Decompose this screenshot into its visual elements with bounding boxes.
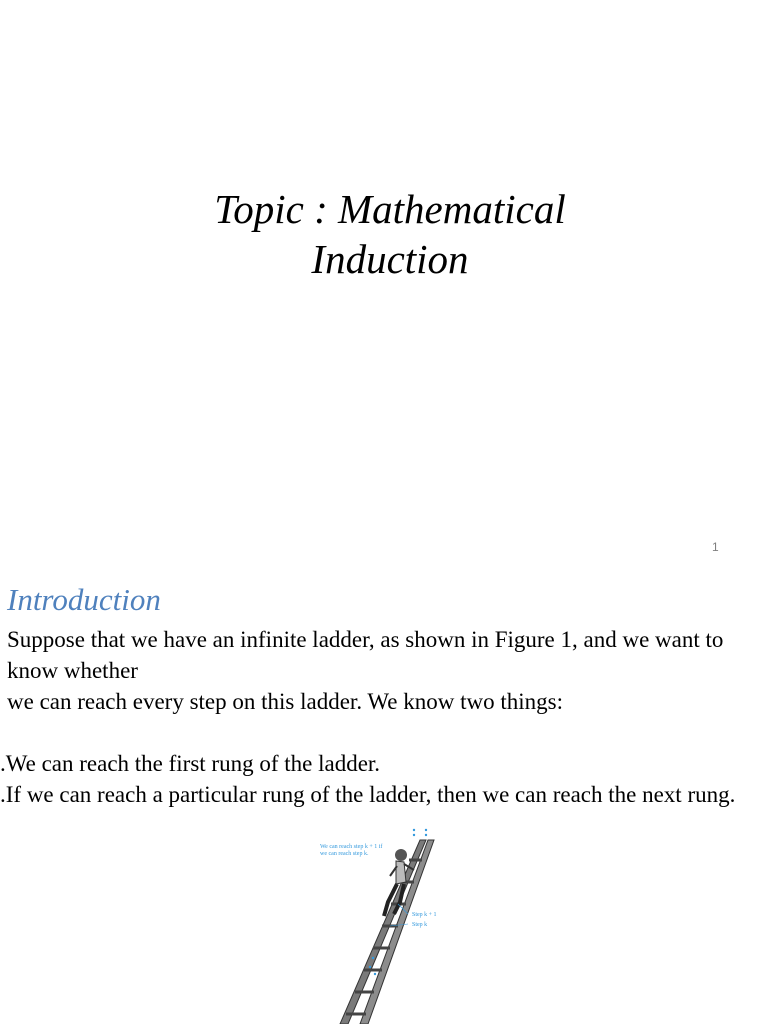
- introduction-slide: [0, 560, 768, 1024]
- ladder-illustration: [300, 824, 480, 1024]
- section-heading: Introduction: [7, 582, 161, 617]
- intro-paragraph-line-1: Suppose that we have an infinite ladder, as shown in Figure 1, and we want to know whether: [7, 627, 724, 683]
- annotation-top-line-2: we can reach step k.: [320, 851, 369, 857]
- title-line-1: Topic : Mathematical: [214, 186, 566, 232]
- fact-item-1: .We can reach the first rung of the ladder.: [0, 751, 381, 776]
- label-step-k-plus-1: Step k + 1: [412, 912, 437, 918]
- label-step-k: Step k: [412, 922, 428, 928]
- slide-number: 1: [712, 540, 719, 554]
- slide-title: [150, 184, 630, 284]
- title-line-2: Induction: [311, 236, 469, 282]
- intro-paragraph-line-2: we can reach every step on this ladder. We know two things:: [7, 689, 563, 714]
- ladder-figure: [300, 824, 480, 1024]
- ladder-rails: [340, 840, 434, 1024]
- fact-item-2: .If we can reach a particular rung of the ladder, then we can reach the next rung.: [0, 782, 736, 807]
- annotation-top-line-1: We can reach step k + 1 if: [320, 844, 383, 850]
